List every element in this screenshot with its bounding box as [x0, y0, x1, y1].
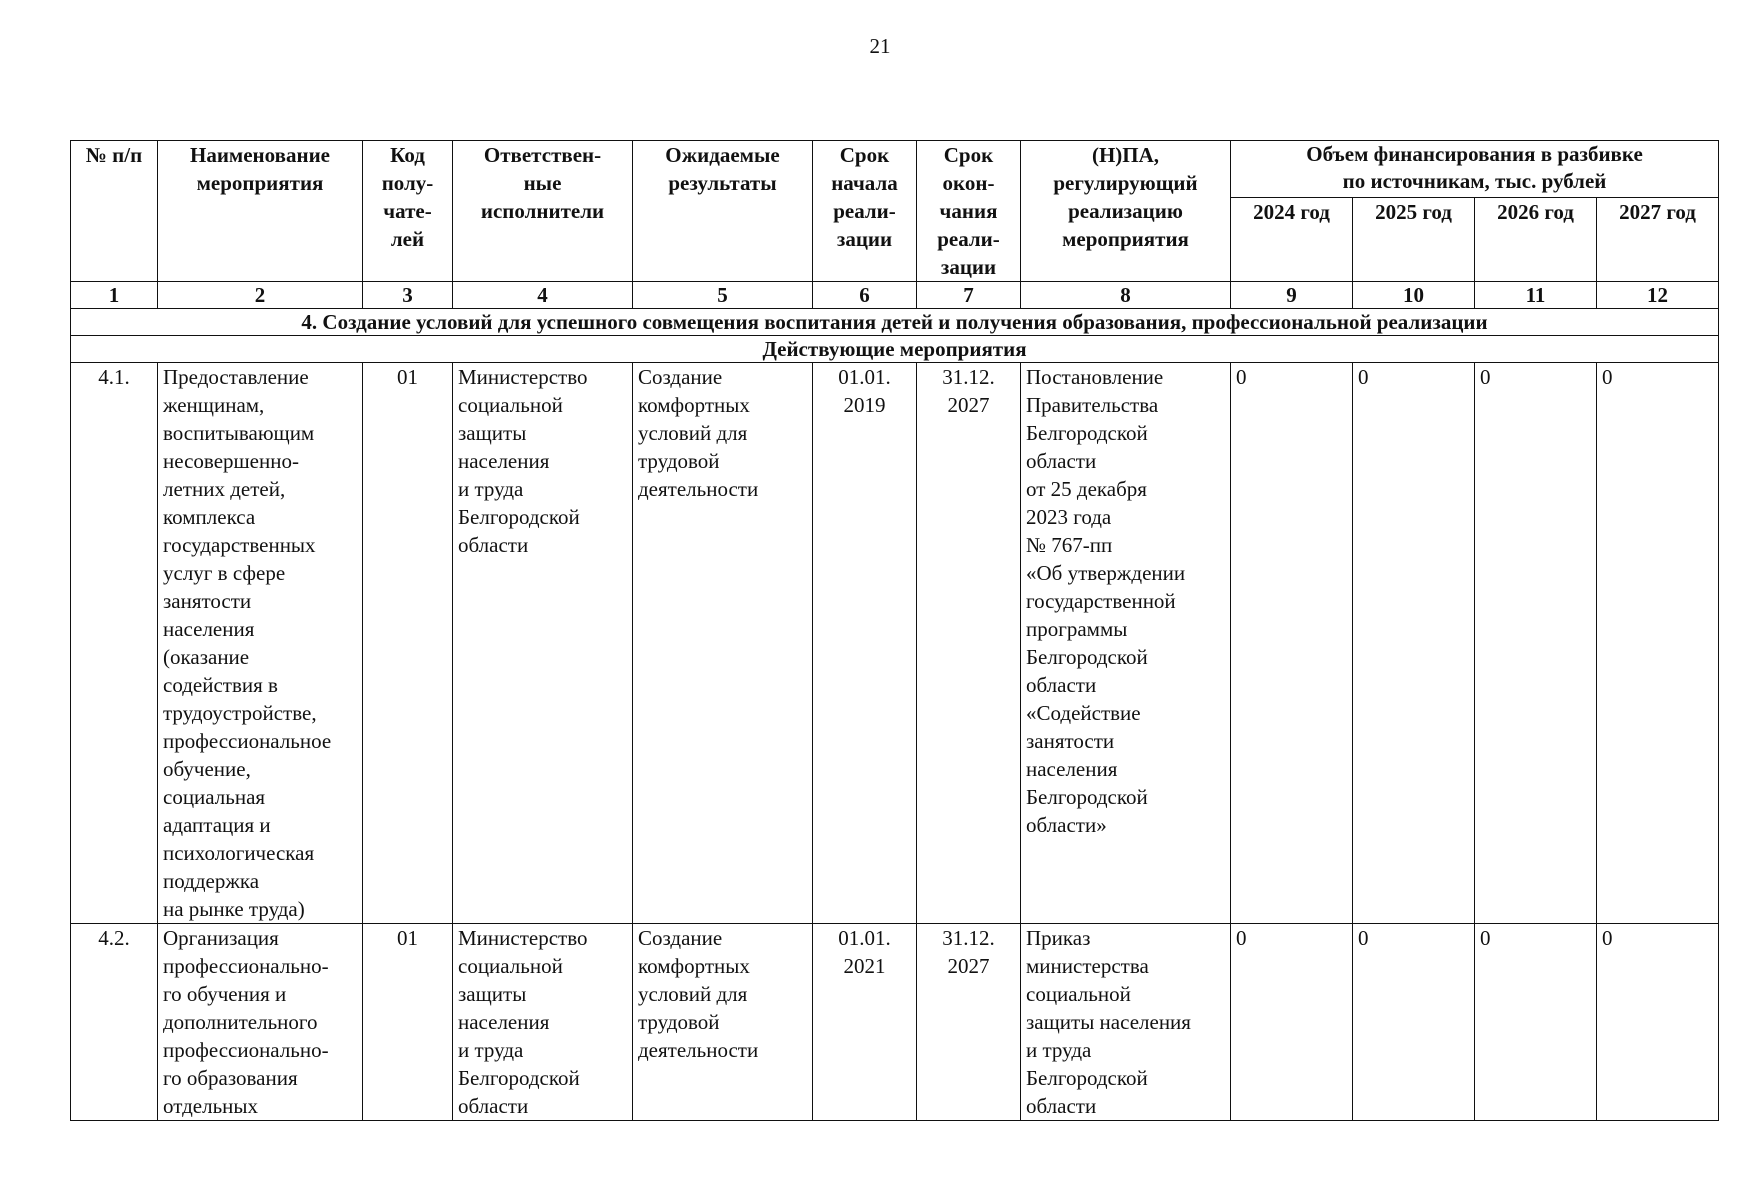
header-row-top [71, 141, 1719, 198]
column-number: 6 [813, 282, 917, 309]
column-number-row [71, 282, 1719, 309]
funding-2025: 0 [1353, 363, 1475, 924]
expected-results: Создание комфортных условий для трудовой деятельности [633, 924, 813, 1121]
header-code: Код полу- чате- лей [363, 141, 453, 282]
table-row [71, 924, 1719, 1121]
column-number: 12 [1597, 282, 1719, 309]
header-end: Срок окон- чания реали- зации [917, 141, 1021, 282]
column-number: 3 [363, 282, 453, 309]
header-year-2024: 2024 год [1231, 198, 1353, 282]
funding-2024: 0 [1231, 363, 1353, 924]
recipient-code: 01 [363, 363, 453, 924]
start-date: 01.01. 2019 [813, 363, 917, 924]
funding-2026: 0 [1475, 363, 1597, 924]
section-title: 4. Создание условий для успешного совмещения воспитания детей и получения образования, профессиональной реализации [71, 309, 1719, 336]
row-number: 4.2. [71, 924, 158, 1121]
column-number: 11 [1475, 282, 1597, 309]
column-number: 10 [1353, 282, 1475, 309]
funding-2027: 0 [1597, 363, 1719, 924]
end-date: 31.12. 2027 [917, 363, 1021, 924]
measures-table [70, 140, 1719, 1121]
section-row [71, 309, 1719, 336]
column-number: 5 [633, 282, 813, 309]
header-npa: (Н)ПА, регулирующий реализацию мероприятия [1021, 141, 1231, 282]
measure-name: Предоставление женщинам, воспитывающим несовершенно- летних детей, комплекса государственных услуг в сфере занятости населения (оказание содействия в трудоустройстве, профессиональное обучение, социальная адаптация и психологическая поддержка на рынке труда) [158, 363, 363, 924]
subsection-row [71, 336, 1719, 363]
column-number: 2 [158, 282, 363, 309]
header-results: Ожидаемые результаты [633, 141, 813, 282]
header-start: Срок начала реали- зации [813, 141, 917, 282]
end-date: 31.12. 2027 [917, 924, 1021, 1121]
header-year-2027: 2027 год [1597, 198, 1719, 282]
column-number: 1 [71, 282, 158, 309]
column-number: 4 [453, 282, 633, 309]
responsible-executor: Министерство социальной защиты населения и труда Белгородской области [453, 363, 633, 924]
header-responsible: Ответствен- ные исполнители [453, 141, 633, 282]
column-number: 8 [1021, 282, 1231, 309]
measure-name: Организация профессионально- го обучения и дополнительного профессионально- го образования отдельных [158, 924, 363, 1121]
funding-2025: 0 [1353, 924, 1475, 1121]
responsible-executor: Министерство социальной защиты населения и труда Белгородской области [453, 924, 633, 1121]
table-row [71, 363, 1719, 924]
header-name: Наименование мероприятия [158, 141, 363, 282]
row-number: 4.1. [71, 363, 158, 924]
column-number: 7 [917, 282, 1021, 309]
regulatory-act: Приказ министерства социальной защиты населения и труда Белгородской области [1021, 924, 1231, 1121]
header-funding: Объем финансирования в разбивке по источникам, тыс. рублей [1231, 141, 1719, 198]
funding-2026: 0 [1475, 924, 1597, 1121]
page-number: 21 [869, 34, 891, 58]
funding-2024: 0 [1231, 924, 1353, 1121]
header-year-2026: 2026 год [1475, 198, 1597, 282]
subsection-title: Действующие мероприятия [71, 336, 1719, 363]
header-year-2025: 2025 год [1353, 198, 1475, 282]
start-date: 01.01. 2021 [813, 924, 917, 1121]
column-number: 9 [1231, 282, 1353, 309]
expected-results: Создание комфортных условий для трудовой деятельности [633, 363, 813, 924]
regulatory-act: Постановление Правительства Белгородской области от 25 декабря 2023 года № 767-пп «Об утверждении государственной программы Белгородской области «Содействие занятости населения Белгородской области» [1021, 363, 1231, 924]
recipient-code: 01 [363, 924, 453, 1121]
funding-2027: 0 [1597, 924, 1719, 1121]
header-num: № п/п [71, 141, 158, 282]
